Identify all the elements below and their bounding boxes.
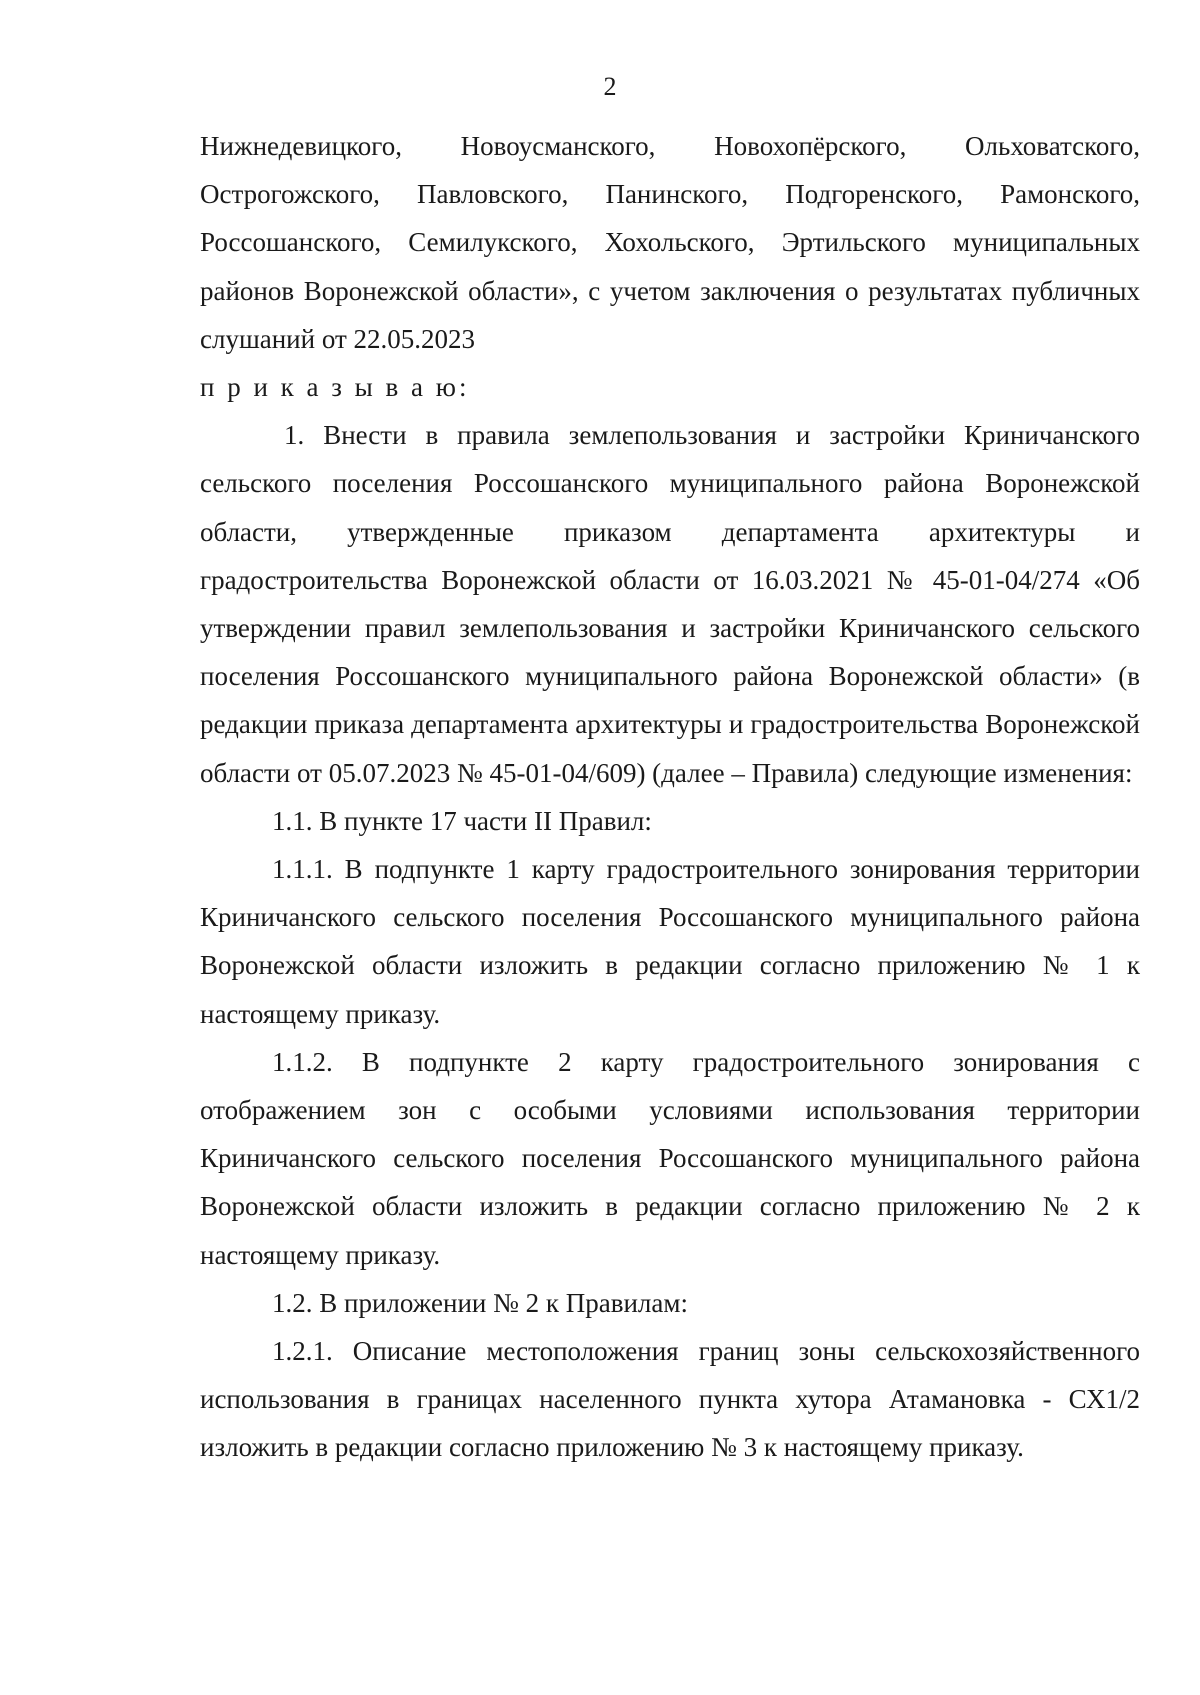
paragraph-item-1-2: 1.2. В приложении № 2 к Правилам:	[272, 1287, 688, 1318]
paragraph-order-word: п р и к а з ы в а ю:	[200, 372, 470, 403]
paragraph-item-1: 1. Внести в правила землепользования и застройки Криничанского сельского поселения Россошанского муниципального района Воронежской области, утвержденные приказом департамента архитектуры и градостроительства Воронежской области от 16.03.2021 № 45-01-04/274 «Об утверждении правил землепользования и застройки Криничанского сельского поселения Россошанского муниципального района Воронежской области» (в редакции приказа департамента архитектуры и градостроительства Воронежской области от 05.07.2023 № 45-01-04/609) (далее – Правила) следующие изменения:	[200, 420, 1140, 788]
paragraph-continuation: Нижнедевицкого, Новоусманского, Новохопёрского, Ольховатского, Острогожского, Павловского, Панинского, Подгоренского, Рамонского, Россошанского, Семилукского, Хохольского, Эртильского муниципальных районов Воронежской области», с учетом заключения о результатах публичных слушаний от 22.05.2023	[200, 131, 1140, 354]
paragraph-item-1-1-2: 1.1.2. В подпункте 2 карту градостроительного зонирования с отображением зон с особыми условиями использования территории Криничанского сельского поселения Россошанского муниципального района Воронежской области изложить в редакции согласно приложению № 2 к настоящему приказу.	[200, 1046, 1140, 1270]
document-body	[200, 122, 1140, 1472]
paragraph-item-1-2-1: 1.2.1. Описание местоположения границ зоны сельскохозяйственного использования в границах населенного пункта хутора Атамановка - СХ1/2 изложить в редакции согласно приложению № 3 к настоящему приказу.	[200, 1336, 1140, 1463]
paragraph-item-1-1-1: 1.1.1. В подпункте 1 карту градостроительного зонирования территории Криничанского сельского поселения Россошанского муниципального района Воронежской области изложить в редакции согласно приложению № 1 к настоящему приказу.	[200, 854, 1140, 1029]
paragraph-item-1-1: 1.1. В пункте 17 части II Правил:	[272, 805, 652, 836]
page-number: 2	[603, 72, 617, 101]
